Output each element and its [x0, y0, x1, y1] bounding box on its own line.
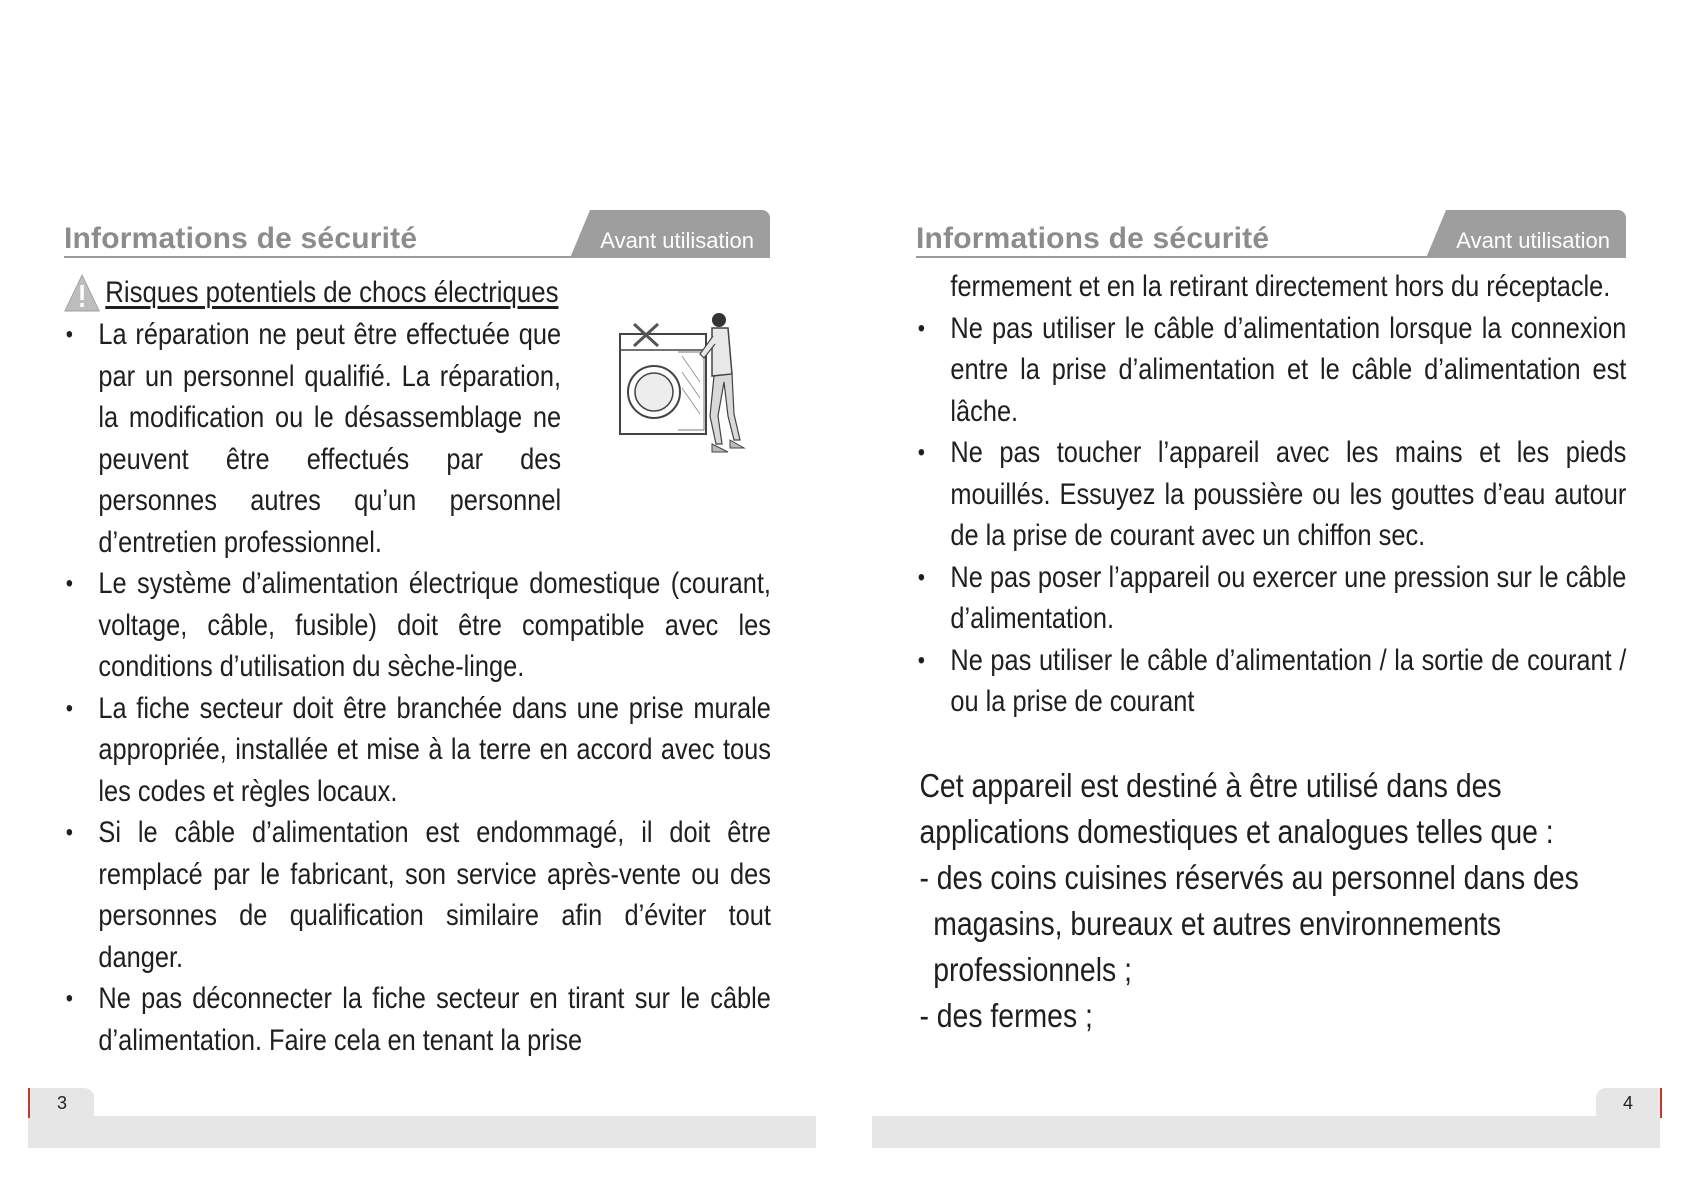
- right-content: [916, 266, 1626, 1039]
- list-item: • Si le câble d’alimentation est endommagé, il doit être remplacé par le fabricant, son service après-vente ou des personnes de qualification similaire afin d’éviter tout danger.: [64, 812, 771, 978]
- continued-text: fermement et en la retirant directement hors du réceptacle.: [950, 270, 1611, 303]
- section-title-text: Risques potentiels de chocs électriques: [105, 276, 559, 309]
- page-number: 3: [28, 1088, 94, 1118]
- list-item: • Ne pas poser l’appareil ou exercer une pression sur le câble d’alimentation.: [916, 557, 1626, 640]
- intended-use-intro: Cet appareil est destiné à être utilisé dans des applications domestiques et analogues telles que :: [919, 766, 1554, 850]
- safety-list: [916, 308, 1626, 723]
- warning-triangle-icon: [64, 274, 100, 312]
- section-title: [64, 272, 771, 314]
- page-header: [916, 208, 1626, 258]
- list-item: - des fermes ;: [919, 996, 1093, 1034]
- right-page: [842, 0, 1684, 1191]
- header-title: Informations de sécurité: [64, 222, 418, 255]
- page-header: [64, 208, 770, 258]
- header-title: Informations de sécurité: [916, 222, 1270, 255]
- header-tab-label: Avant utilisation: [600, 228, 754, 253]
- header-tab-label: Avant utilisation: [1456, 228, 1610, 253]
- list-item: • Le système d’alimentation électrique domestique (courant, voltage, câble, fusible) doit être compatible avec les conditions d’utilisation du sèche-linge.: [64, 563, 771, 688]
- footer-bar: [28, 1116, 816, 1148]
- page-number: 4: [1596, 1088, 1662, 1118]
- footer-bar: [872, 1116, 1660, 1148]
- list-item-text: • La réparation ne peut être effectuée que par un personnel qualifié. La réparation, la modification ou le désassemblage ne peuvent être effectués par des personnes autres qu’un personnel d’entretien professionnel.: [98, 318, 562, 559]
- person-moving-dryer-illustration: [616, 312, 746, 462]
- intended-use-list: [916, 855, 1626, 1039]
- list-item: • Ne pas déconnecter la fiche secteur en tirant sur le câble d’alimentation. Faire cela en tenant la prise: [64, 978, 771, 1061]
- list-item: • Ne pas utiliser le câble d’alimentation lorsque la connexion entre la prise d’alimentation et le câble d’alimentation est lâche.: [916, 308, 1626, 433]
- list-item: - des coins cuisines réservés au personnel dans des magasins, bureaux et autres environnements professionnels ;: [919, 858, 1579, 988]
- list-item: • La fiche secteur doit être branchée dans une prise murale appropriée, installée et mise à la terre en accord avec tous les codes et règles locaux.: [64, 688, 771, 813]
- list-item: • Ne pas utiliser le câble d’alimentation / la sortie de courant / ou la prise de courant: [916, 640, 1626, 723]
- intended-use-section: [916, 763, 1626, 1039]
- list-item: • Ne pas toucher l’appareil avec les mains et les pieds mouillés. Essuyez la poussière ou les gouttes d’eau autour de la prise de courant avec un chiffon sec.: [916, 432, 1626, 557]
